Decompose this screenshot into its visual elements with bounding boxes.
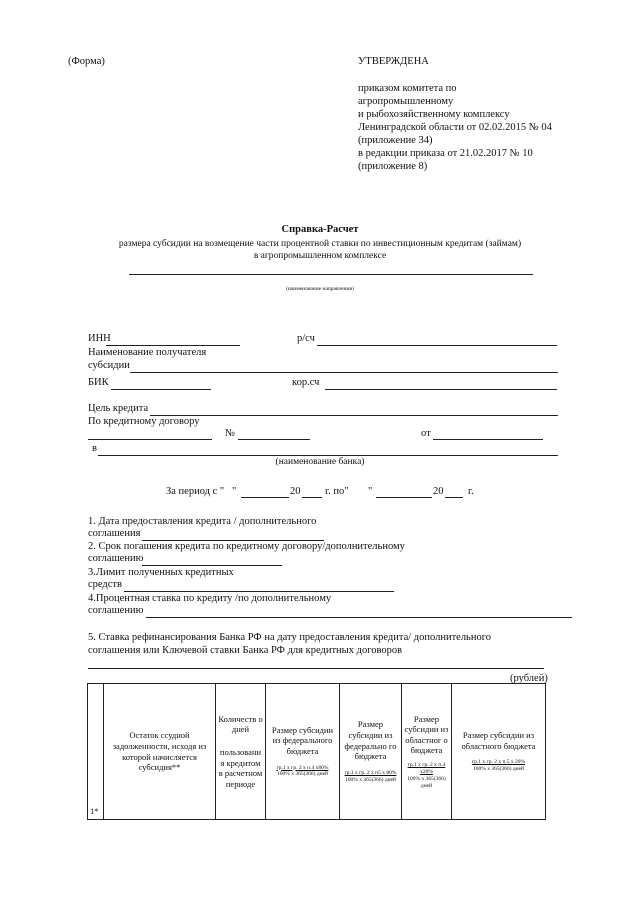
period-label: За период с "	[166, 486, 225, 497]
from-label: от	[421, 428, 431, 439]
col-header-regional-p5	[452, 684, 546, 820]
bank-caption: (наименование банка)	[275, 457, 365, 467]
item-4-field[interactable]	[146, 617, 572, 618]
item-4-label: 4.Процентная ставка по кредиту /по дополнительному	[88, 593, 332, 604]
period-quote-2: "	[368, 486, 373, 497]
recipient-name-label-2: субсидии	[88, 360, 130, 371]
period-year-2: 20	[433, 486, 444, 497]
item-3-label: 3.Лимит полученных кредитных	[88, 567, 234, 578]
approved-label: УТВЕРЖДЕНА	[358, 56, 429, 67]
col-header-debt: Остаток ссудной задолженности, исходя из которой начисляется субсидия**	[104, 684, 216, 820]
item-1-label: 1. Дата предоставления кредита / дополнительного	[88, 516, 317, 527]
regional-p4-formula: гр.1 х гр. 2 х п.4 х20%	[407, 762, 446, 775]
item-5-label-2: соглашения или Ключевой ставки Банка РФ для кредитных договоров	[88, 645, 403, 656]
credit-contract-label: По кредитному договору	[88, 416, 200, 427]
contract-date-field[interactable]	[433, 439, 543, 440]
direction-line	[129, 274, 533, 275]
approval-line: и рыбохозяйственному комплексу	[358, 109, 510, 120]
period-from-field[interactable]	[241, 497, 289, 498]
period-to-year-field[interactable]	[445, 497, 463, 498]
federal-p5-title: Размер субсидии из федерально го бюджета	[344, 719, 397, 762]
item-3-field[interactable]	[124, 591, 394, 592]
approval-line: Ленинградской области от 02.02.2015 № 04	[358, 122, 552, 133]
item-4-label-2: соглашению	[88, 605, 144, 616]
credit-purpose-field[interactable]	[150, 415, 558, 416]
currency-label: (рублей)	[510, 673, 548, 684]
corr-account-label: кор.сч	[292, 377, 320, 388]
item-5-field[interactable]	[88, 668, 544, 669]
inn-label: ИНН	[88, 333, 111, 344]
col-header-1: 1*	[88, 684, 104, 820]
approval-line: в редакции приказа от 21.02.2017 № 10	[358, 148, 533, 159]
federal-p5-divisor: 100% х 365(366) дней	[345, 776, 396, 783]
col-header-federal-p5	[340, 684, 402, 820]
item-2-field[interactable]	[142, 565, 282, 566]
days-header-top: Количеств о дней	[218, 713, 263, 735]
subsidy-table	[87, 683, 546, 820]
col-header-federal-p4	[266, 684, 340, 820]
item-2-label-2: соглашению	[88, 553, 144, 564]
credit-purpose-label: Цель кредита	[88, 403, 149, 414]
direction-caption: (наименование направления)	[286, 286, 354, 292]
number-sign: №	[225, 428, 236, 439]
days-header-bottom: пользовани я кредитом в расчетном периоде	[218, 746, 263, 789]
col-header-regional-p4	[402, 684, 452, 820]
bik-field[interactable]	[111, 389, 211, 390]
period-quote-1: "	[232, 486, 237, 497]
approval-line: (приложение 8)	[358, 161, 428, 172]
bank-field[interactable]	[98, 455, 558, 456]
period-to-field[interactable]	[376, 497, 432, 498]
contract-number-field[interactable]	[238, 439, 310, 440]
regional-p4-title: Размер субсидии из областног о бюджета	[404, 713, 449, 756]
item-1-label-2: соглашения	[88, 528, 141, 539]
federal-p4-formula: гр.1 х гр. 2 х п.4 х80%	[276, 764, 329, 771]
table-header-row	[88, 684, 546, 820]
bank-in-label: в	[92, 443, 97, 454]
item-3-label-2: средств	[88, 579, 122, 590]
recipient-name-field[interactable]	[130, 372, 558, 373]
contract-field[interactable]	[88, 439, 212, 440]
regional-p4-divisor: 100% х 365(366) дней	[407, 775, 446, 789]
period-from-year-field[interactable]	[302, 497, 322, 498]
regional-p5-formula: гр.1 х гр. 2 х п.5 х 20%	[471, 759, 526, 766]
col-header-days	[216, 684, 266, 820]
approval-block	[358, 82, 552, 173]
item-5-label: 5. Ставка рефинансирования Банка РФ на дату предоставления кредита/ дополнительного	[88, 632, 492, 643]
regional-p5-title: Размер субсидии из областного бюджета	[461, 730, 536, 751]
federal-p4-title: Размер субсидии из федерального бюджета	[271, 724, 334, 756]
bik-label: БИК	[88, 377, 109, 388]
item-2-label: 2. Срок погашения кредита по кредитному договору/дополнительному	[88, 541, 405, 552]
account-label: р/сч	[297, 333, 315, 344]
title-line-1: размера субсидии на возмещение части процентной ставки по инвестиционным кредитам (займам)	[118, 239, 522, 249]
inn-field[interactable]	[106, 345, 240, 346]
form-label: (Форма)	[68, 56, 105, 67]
period-to-label: г. по"	[325, 486, 349, 497]
regional-p5-divisor: 100% х 365(366) дней	[473, 766, 524, 773]
approval-line: агропромышленному	[358, 96, 454, 107]
period-end-label: г.	[468, 486, 474, 497]
recipient-name-label: Наименование получателя	[88, 347, 207, 358]
federal-p5-formula: гр.1 х гр. 2 х п5 х 80%	[344, 769, 397, 776]
account-field[interactable]	[317, 345, 557, 346]
approval-line: приказом комитета по	[358, 83, 457, 94]
document-title: Справка-Расчет	[281, 224, 359, 235]
period-year-1: 20	[290, 486, 301, 497]
corr-account-field[interactable]	[325, 389, 557, 390]
approval-line: (приложение 34)	[358, 135, 433, 146]
federal-p4-divisor: 100% х 365(366) дней	[277, 771, 328, 778]
title-line-2: в агропромышленном комплексе	[253, 251, 387, 261]
